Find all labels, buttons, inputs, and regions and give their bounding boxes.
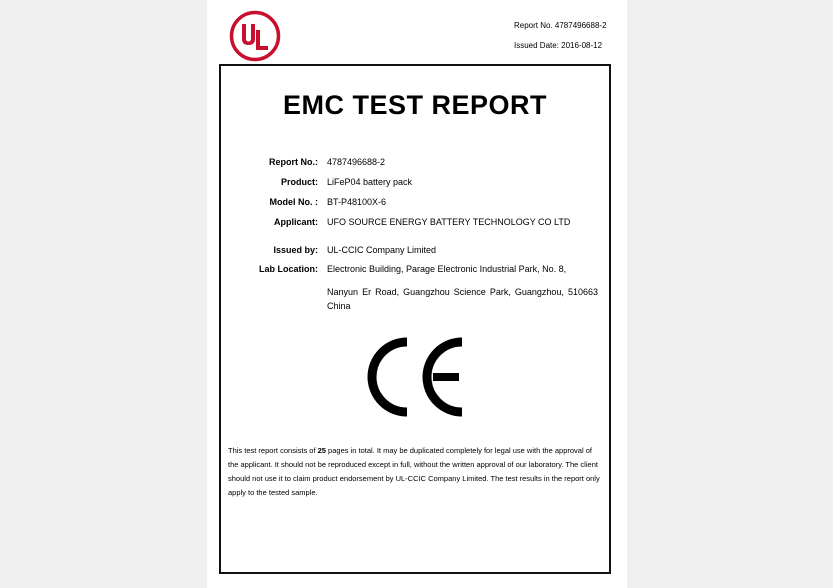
report-no-label: Report No.: bbox=[269, 157, 318, 167]
product-label: Product: bbox=[281, 177, 318, 187]
disclaimer-text bbox=[228, 444, 604, 500]
disclaimer-page-count: 25 bbox=[317, 446, 326, 455]
issued-by-label: Issued by: bbox=[273, 245, 318, 255]
ce-mark-icon bbox=[367, 337, 467, 417]
lab-location-value-line1: Electronic Building, Parage Electronic Industrial Park, No. 8, bbox=[327, 264, 567, 274]
model-no-label: Model No. : bbox=[269, 197, 318, 207]
lab-location-label: Lab Location: bbox=[259, 264, 318, 274]
lab-location-value-line2: Nanyun Er Road, Guangzhou Science Park, Guangzhou, 510663 China bbox=[327, 287, 598, 311]
disclaimer-part2: pages in total. It may be duplicated completely for legal use with the approval of the applicant. It should not be reproduced except in full, without the written approval of our laboratory. The client should not use it to claim product endorsement by UL-CCIC Company Limited. The test results in the report only apply to the tested sample. bbox=[228, 446, 600, 497]
issued-by-value: UL-CCIC Company Limited bbox=[327, 245, 437, 255]
disclaimer-part1: This test report consists of bbox=[228, 446, 318, 455]
header-issued-date: Issued Date: 2016-08-12 bbox=[514, 41, 603, 50]
report-title: EMC TEST REPORT bbox=[282, 90, 547, 120]
product-value: LiFeP04 battery pack bbox=[327, 177, 413, 187]
ul-logo bbox=[229, 10, 281, 62]
applicant-value: UFO SOURCE ENERGY BATTERY TECHNOLOGY CO LTD bbox=[327, 217, 571, 227]
applicant-label: Applicant: bbox=[274, 217, 318, 227]
header-report-number: Report No. 4787496688-2 bbox=[514, 21, 607, 30]
model-no-value: BT-P48100X-6 bbox=[327, 197, 387, 207]
report-no-value: 4787496688-2 bbox=[327, 157, 386, 167]
